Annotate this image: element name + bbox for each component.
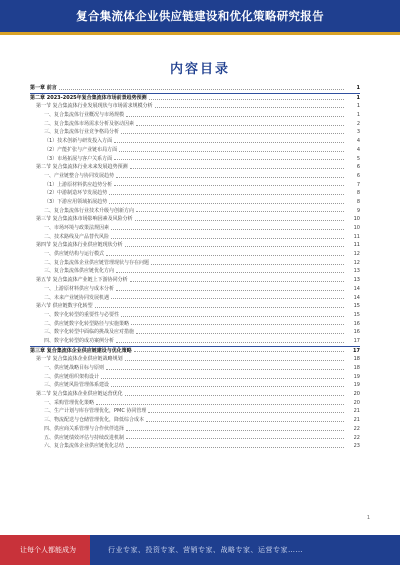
toc-entry-page: 10 xyxy=(353,216,360,223)
toc-entry[interactable] xyxy=(30,311,360,320)
toc-entry[interactable] xyxy=(30,364,360,373)
toc-entry[interactable] xyxy=(30,93,360,103)
header-accent-line xyxy=(0,32,400,35)
toc-entry-label: 第一节 复合集流体企业供应链战略规划 xyxy=(36,356,123,363)
toc-entry-label: 五、供应链绩效评估与持续改进机制 xyxy=(44,434,125,441)
toc-entry-label: 二、生产计划与库存管理优化，PMC 协同管理 xyxy=(44,408,147,415)
toc-entry-page: 19 xyxy=(353,382,360,389)
toc-entry-label: 第一章 前言 xyxy=(30,85,57,91)
toc-entry-label: 三、复合集流体行业竞争格局分析 xyxy=(44,129,120,136)
toc-leader-dots xyxy=(106,369,344,370)
toc-leader-dots xyxy=(111,229,344,230)
toc-entry-label: 四、供应商关系管理与合作伙伴选择 xyxy=(44,425,125,432)
toc-entry-page: 12 xyxy=(353,259,360,266)
toc-leader-dots xyxy=(101,378,344,379)
toc-entry-label: 第四节 复合集流体行业供应链现状分析 xyxy=(36,242,123,249)
toc-entry-label: 三、物流配送与仓储管理优化，降低综合成本 xyxy=(44,417,145,424)
toc-leader-dots xyxy=(130,281,344,282)
toc-entry[interactable] xyxy=(30,425,360,434)
toc-leader-dots xyxy=(148,412,344,413)
toc-entry-label: （3）下游应用领域拓展趋势 xyxy=(44,198,108,205)
toc-entry[interactable] xyxy=(30,120,360,129)
toc-leader-dots xyxy=(116,342,344,343)
toc-heading: 内容目录 xyxy=(169,62,230,77)
toc-leader-dots xyxy=(59,89,344,90)
toc-entry-page: 20 xyxy=(353,399,360,406)
toc-leader-dots xyxy=(121,133,344,134)
toc-entry-page: 10 xyxy=(353,225,360,231)
toc-entry[interactable] xyxy=(30,373,360,382)
toc-leader-dots xyxy=(126,116,344,117)
toc-entry[interactable] xyxy=(30,241,360,250)
toc-entry-page: 17 xyxy=(353,337,360,344)
toc-entry-page: 14 xyxy=(353,294,360,301)
toc-leader-dots xyxy=(116,290,344,291)
toc-entry-page: 6 xyxy=(356,164,360,171)
toc-entry[interactable] xyxy=(30,320,360,329)
toc-entry[interactable] xyxy=(30,276,360,285)
toc-entry-label: （1）上游原材料供应趋势分析 xyxy=(44,181,113,188)
toc-entry-label: 第一节 复合集流体行业发展现状与市场需求规模分析 xyxy=(36,103,153,110)
toc-entry[interactable] xyxy=(30,163,360,172)
toc-entry[interactable] xyxy=(30,381,360,390)
toc-leader-dots xyxy=(121,316,344,317)
toc-entry-page: 20 xyxy=(353,391,360,398)
toc-entry-label: 第二节 复合集流体企业供应链运营优化 xyxy=(36,391,123,398)
toc-entry-page: 16 xyxy=(353,320,360,327)
toc-leader-dots xyxy=(130,168,344,169)
toc-leader-dots xyxy=(125,360,344,361)
toc-entry[interactable] xyxy=(30,294,360,303)
toc-entry[interactable] xyxy=(30,328,360,337)
toc-entry-page: 22 xyxy=(353,434,360,441)
toc-entry-page: 2 xyxy=(356,120,360,127)
toc-leader-dots xyxy=(119,151,344,152)
toc-entry[interactable] xyxy=(30,111,360,120)
toc-leader-dots xyxy=(126,438,344,439)
toc-entry-page: 5 xyxy=(356,155,360,162)
toc-leader-dots xyxy=(136,211,344,212)
toc-entry-page: 4 xyxy=(356,146,360,153)
toc-entry-label: 第三章 复合集流体企业供应链建设与优化策略 xyxy=(30,347,132,354)
toc-entry-page: 13 xyxy=(353,277,360,284)
toc-entry[interactable] xyxy=(30,224,360,233)
toc-entry[interactable] xyxy=(30,407,360,416)
toc-leader-dots xyxy=(114,159,344,160)
toc-entry[interactable] xyxy=(30,416,360,425)
toc-entry-label: （2）产能扩张与产业链布局方面 xyxy=(44,146,118,153)
toc-entry[interactable] xyxy=(30,215,360,224)
toc-leader-dots xyxy=(96,404,344,405)
toc-leader-dots xyxy=(95,307,344,308)
toc-leader-dots xyxy=(126,447,344,448)
toc-entry-page: 17 xyxy=(353,347,360,354)
toc-entry-page: 12 xyxy=(353,251,360,258)
toc-entry[interactable] xyxy=(30,233,360,242)
toc-entry-label: （2）中游制造环节发展趋势 xyxy=(44,190,108,197)
toc-entry-label: 二、复合集流体市场需求分析及驱动因素 xyxy=(44,120,135,127)
toc-entry-page: 22 xyxy=(353,425,360,432)
toc-entry-label: 一、市场环境与政策法规因素 xyxy=(44,225,110,231)
toc-entry[interactable] xyxy=(30,172,360,181)
toc-entry-label: 三、复合集流体供应链优化方向 xyxy=(44,268,115,275)
toc-entry-label: 三、供应链风险管理体系建设 xyxy=(44,382,110,389)
toc-entry[interactable] xyxy=(30,267,360,276)
toc-entry[interactable] xyxy=(30,399,360,408)
toc-entry-label: 二、技术路线及产品替代风险 xyxy=(44,233,110,240)
toc-entry-page: 9 xyxy=(356,207,360,214)
toc-entry[interactable] xyxy=(30,302,360,311)
toc-entry[interactable] xyxy=(30,434,360,443)
toc-leader-dots xyxy=(116,177,344,178)
toc-entry-page: 19 xyxy=(353,373,360,380)
toc-entry-label: 一、复合集流体行业概况与市场规模 xyxy=(44,112,125,119)
toc-leader-dots xyxy=(135,220,344,221)
toc-leader-dots xyxy=(155,107,344,108)
toc-entry[interactable] xyxy=(30,102,360,111)
toc-entry[interactable] xyxy=(30,390,360,399)
toc-entry-page: 1 xyxy=(356,94,360,101)
toc-entry-label: 一、数字化转型的重要性与必要性 xyxy=(44,311,120,318)
toc-entry-label: 二、复合集流体企业供应链管理现状与存在问题 xyxy=(44,259,150,266)
toc-entry-page: 21 xyxy=(353,417,360,424)
toc-entry-page: 8 xyxy=(356,198,360,205)
toc-entry-label: 二、供应链组织架构设计 xyxy=(44,373,100,380)
toc-leader-dots xyxy=(146,421,344,422)
toc-entry-page: 7 xyxy=(356,181,360,188)
toc-entry-label: 一、供应链战略目标与原则 xyxy=(44,365,105,371)
toc-entry[interactable] xyxy=(30,146,360,155)
toc-entry[interactable] xyxy=(30,198,360,207)
toc-entry-label: （1）技术创新与研发投入方面 xyxy=(44,138,113,145)
toc-entry[interactable] xyxy=(30,346,360,356)
toc-leader-dots xyxy=(131,324,344,325)
toc-entry[interactable] xyxy=(30,285,360,294)
toc-entry-label: 第二章 2023-2025年复合集流体市场前景趋势预测 xyxy=(30,94,147,101)
toc-entry-page: 11 xyxy=(353,242,360,249)
toc-entry-page: 11 xyxy=(353,233,360,240)
toc-entry-label: 第五节 复合集流体产业链上下游协同分析 xyxy=(36,277,128,284)
toc-leader-dots xyxy=(126,430,344,431)
toc-entry-label: 二、复合集流体行业技术升级与创新方向 xyxy=(44,207,135,214)
toc-entry[interactable] xyxy=(30,137,360,146)
toc-entry-page: 3 xyxy=(356,129,360,136)
toc-entry[interactable] xyxy=(30,189,360,198)
toc-entry[interactable] xyxy=(30,355,360,364)
toc-entry[interactable] xyxy=(30,155,360,164)
toc-entry-page: 18 xyxy=(353,356,360,363)
toc-entry-page: 1 xyxy=(356,103,360,110)
toc-entry-label: 一、上游原材料供应与成本分析 xyxy=(44,285,115,292)
toc-entry-label: 一、采购管理优化策略 xyxy=(44,399,95,406)
toc-entry-page: 15 xyxy=(353,311,360,318)
toc-entry-label: 六、复合集流体企业供应链优化总结 xyxy=(44,443,125,450)
toc-leader-dots xyxy=(114,185,344,186)
toc-leader-dots xyxy=(106,255,344,256)
toc-entry-page: 15 xyxy=(353,303,360,310)
toc-entry[interactable] xyxy=(30,259,360,268)
toc-leader-dots xyxy=(109,194,344,195)
toc-entry-label: 一、供应链结构与运行模式 xyxy=(44,251,105,258)
toc-entry-page: 1 xyxy=(356,112,360,119)
toc-entry-page: 16 xyxy=(353,329,360,336)
toc-entry-page: 6 xyxy=(356,172,360,179)
toc-entry-label: （3）市场拓展与客户关系方面 xyxy=(44,155,113,162)
toc-entry[interactable] xyxy=(30,84,360,93)
toc-entry[interactable] xyxy=(30,128,360,137)
toc-leader-dots xyxy=(114,142,344,143)
toc-entry-page: 1 xyxy=(356,85,360,91)
toc-entry-page: 8 xyxy=(356,190,360,197)
toc-leader-dots xyxy=(111,238,344,239)
toc-leader-dots xyxy=(116,272,344,273)
footer-left-text: 让每个人都能成为 xyxy=(20,546,76,554)
toc-leader-dots xyxy=(149,99,344,100)
toc-leader-dots xyxy=(109,203,344,204)
toc-leader-dots xyxy=(111,298,344,299)
toc-entry[interactable] xyxy=(30,442,360,451)
report-title: 复合集流体企业供应链建设和优化策略研究报告 xyxy=(76,9,324,23)
toc-entry-label: 二、未来产业链协同发展机遇 xyxy=(44,294,110,301)
toc-entry[interactable] xyxy=(30,250,360,259)
toc-entry-page: 18 xyxy=(353,365,360,371)
toc-leader-dots xyxy=(136,125,344,126)
toc-entry-page: 14 xyxy=(353,285,360,292)
toc-entry-page: 21 xyxy=(353,408,360,415)
toc-entry[interactable] xyxy=(30,181,360,190)
toc-entry-label: 三、数字化转型中面临的挑战及应对措施 xyxy=(44,329,135,336)
toc-leader-dots xyxy=(134,351,344,352)
toc-leader-dots xyxy=(136,333,344,334)
toc-entry-label: 四、数字化转型的成功案例分析 xyxy=(44,337,115,344)
toc-leader-dots xyxy=(125,246,344,247)
toc-leader-dots xyxy=(111,386,344,387)
page-number: 1 xyxy=(366,515,370,521)
toc-entry[interactable] xyxy=(30,337,360,346)
toc-leader-dots xyxy=(125,395,344,396)
toc-entry-label: 二、供应链数字化转型路径与实施策略 xyxy=(44,320,130,327)
footer-slogan: 行业专家、投资专家、营销专家、战略专家、运营专家…… xyxy=(108,546,303,554)
toc-entry-page: 23 xyxy=(353,443,360,450)
toc-entry[interactable] xyxy=(30,207,360,216)
table-of-contents xyxy=(30,84,360,451)
toc-entry-page: 4 xyxy=(356,138,360,145)
toc-leader-dots xyxy=(151,264,344,265)
toc-entry-label: 第二节 复合集流体行业未来发展趋势预测 xyxy=(36,164,128,171)
toc-entry-label: 第三节 复合集流体市场影响因素及风险分析 xyxy=(36,216,133,223)
toc-entry-label: 一、产业链整合与协同发展趋势 xyxy=(44,172,115,179)
toc-entry-label: 第六节 供应链数字化转型 xyxy=(36,303,93,310)
toc-entry-page: 13 xyxy=(353,268,360,275)
